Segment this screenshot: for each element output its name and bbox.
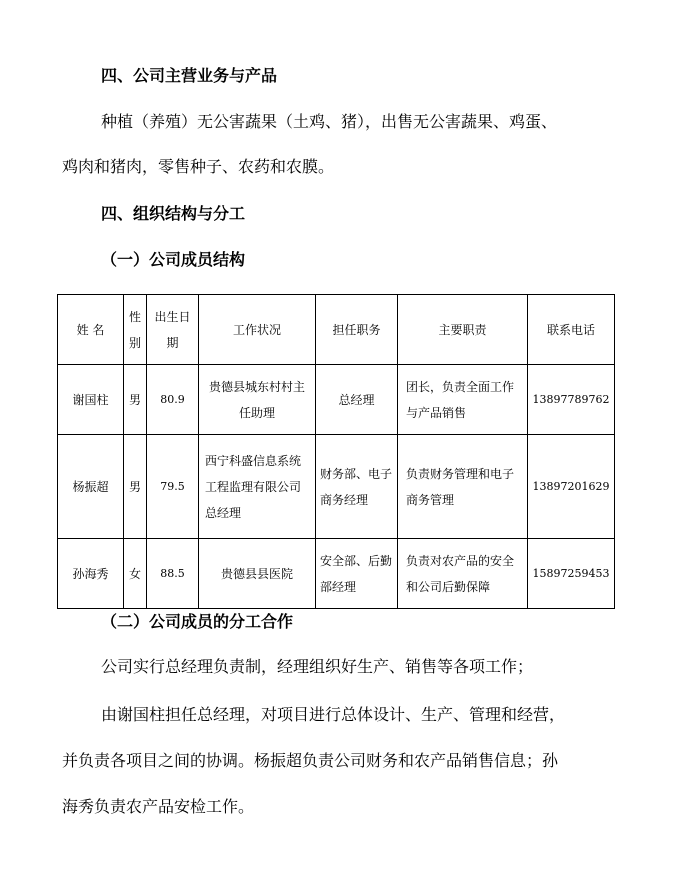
business-text-line-2: 鸡肉和猪肉，零售种子、农药和农膜。 <box>62 157 335 176</box>
cell-work: 西宁科盛信息系统工程监理有限公司总经理 <box>199 435 316 539</box>
cell-birth: 79.5 <box>147 435 199 539</box>
cell-name: 谢国柱 <box>58 365 124 435</box>
cell-phone: 15897259453 <box>528 539 615 609</box>
cell-duties: 团长，负责全面工作与产品销售 <box>398 365 528 435</box>
header-work: 工作状况 <box>199 295 316 365</box>
cell-duties: 负责对农产品的安全和公司后勤保障 <box>398 539 528 609</box>
table-row <box>58 435 615 539</box>
division-paragraph-2-line-3: 海秀负责农产品安检工作。 <box>62 797 255 816</box>
table-row <box>58 365 615 435</box>
cell-name: 孙海秀 <box>58 539 124 609</box>
heading-division-of-work: （二）公司成员的分工合作 <box>101 612 294 631</box>
table-row <box>58 539 615 609</box>
cell-birth: 88.5 <box>147 539 199 609</box>
cell-work: 贵德县城东村村主任助理 <box>199 365 316 435</box>
cell-name: 杨振超 <box>58 435 124 539</box>
division-paragraph-1: 公司实行总经理负责制，经理组织好生产、销售等各项工作； <box>101 657 534 676</box>
header-phone: 联系电话 <box>528 295 615 365</box>
cell-duties: 负责财务管理和电子商务管理 <box>398 435 528 539</box>
header-duties: 主要职责 <box>398 295 528 365</box>
header-position: 担任职务 <box>316 295 398 365</box>
header-gender: 性别 <box>124 295 147 365</box>
cell-phone: 13897789762 <box>528 365 615 435</box>
cell-gender: 女 <box>124 539 147 609</box>
cell-position: 安全部、后勤部经理 <box>316 539 398 609</box>
cell-work: 贵德县县医院 <box>199 539 316 609</box>
cell-gender: 男 <box>124 365 147 435</box>
division-paragraph-2-line-1: 由谢国柱担任总经理，对项目进行总体设计、生产、管理和经营， <box>101 705 566 724</box>
heading-member-structure: （一）公司成员结构 <box>101 250 246 269</box>
cell-position: 总经理 <box>316 365 398 435</box>
cell-birth: 80.9 <box>147 365 199 435</box>
member-table <box>57 294 615 609</box>
cell-gender: 男 <box>124 435 147 539</box>
cell-position: 财务部、电子商务经理 <box>316 435 398 539</box>
heading-organization: 四、组织结构与分工 <box>101 204 246 223</box>
business-text-line-1: 种植（养殖）无公害蔬果（土鸡、猪），出售无公害蔬果、鸡蛋、 <box>101 112 558 131</box>
table-header-row <box>58 295 615 365</box>
division-paragraph-2-line-2: 并负责各项目之间的协调。杨振超负责公司财务和农产品销售信息；孙 <box>62 751 559 770</box>
heading-business: 四、公司主营业务与产品 <box>101 66 278 85</box>
header-name: 姓 名 <box>58 295 124 365</box>
header-birth: 出生日期 <box>147 295 199 365</box>
cell-phone: 13897201629 <box>528 435 615 539</box>
